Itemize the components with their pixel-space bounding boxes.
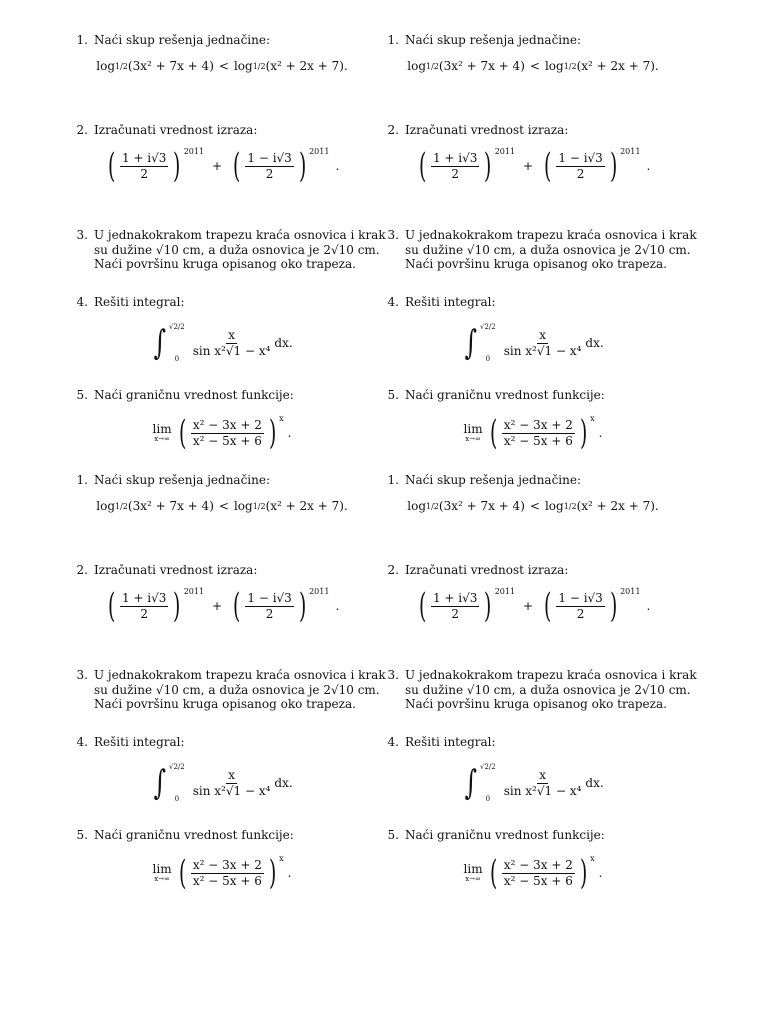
formula	[383, 59, 683, 73]
formula	[72, 499, 372, 513]
problem-number: 2.	[76, 563, 88, 577]
end-mark: .	[335, 159, 340, 173]
numerator: x² − 3x + 2	[192, 857, 262, 872]
formula	[72, 146, 372, 186]
exponent: x	[279, 414, 284, 423]
log-right: log	[233, 499, 253, 513]
problem-number: 4.	[76, 295, 88, 309]
integral-sign: ∫	[153, 763, 167, 803]
log-base: 1/2	[426, 501, 439, 511]
lim-word: lim	[463, 862, 483, 876]
problem-number: 3.	[76, 228, 88, 242]
problem-text	[383, 33, 683, 48]
right-argument: (x² + 2x + 7).	[576, 499, 659, 513]
problem-number: 4.	[387, 735, 399, 749]
exponent: x	[590, 414, 595, 423]
limit-operator	[153, 423, 172, 443]
right-paren: )	[609, 586, 618, 626]
problem-number: 1.	[387, 473, 399, 487]
left-paren: (	[418, 586, 426, 626]
problem-statement: Izračunati vrednost izraza:	[94, 123, 258, 137]
denominator: sin x²√1 − x⁴	[503, 343, 582, 358]
numerator: 1 + i√3	[432, 590, 478, 605]
left-argument: (3x² + 7x + 4)	[127, 59, 214, 73]
problem-text	[383, 388, 683, 403]
problem-line	[72, 257, 372, 272]
numerator: 1 − i√3	[247, 590, 292, 605]
problem-text	[72, 123, 372, 138]
fraction-left	[120, 592, 168, 621]
problem-statement: Naći graničnu vrednost funkcije:	[405, 828, 605, 842]
numerator: 1 + i√3	[121, 590, 167, 605]
problem-statement: Rešiti integral:	[405, 735, 496, 749]
problem-line	[383, 668, 697, 683]
problem-statement: Naći graničnu vrednost funkcije:	[94, 388, 294, 402]
denominator: sin x²√1 − x⁴	[192, 783, 271, 798]
differential: dx.	[585, 336, 604, 350]
problem-statement: U jednakokrakom trapezu kraća osnovica i krak	[405, 228, 697, 242]
problem-line	[383, 123, 683, 138]
integral-limits	[169, 323, 185, 363]
denominator: 2	[265, 166, 274, 181]
problem-line	[383, 388, 683, 403]
integral-sign: ∫	[153, 323, 167, 363]
exponent: 2011	[183, 147, 205, 156]
problem-text	[72, 735, 372, 750]
exponent: 2011	[183, 587, 205, 596]
fraction-right	[245, 592, 293, 621]
problem-text	[72, 33, 372, 48]
log-right: log	[544, 59, 564, 73]
problem-line	[72, 388, 372, 403]
problem-text	[72, 388, 372, 403]
operator: +	[523, 599, 534, 613]
relation: <	[529, 59, 540, 73]
lim-subscript: x→∞	[154, 875, 170, 883]
problem-statement: Naći skup rešenja jednačine:	[94, 33, 271, 47]
left-paren: (	[544, 146, 552, 186]
right-paren: )	[609, 146, 618, 186]
problem-number: 5.	[76, 388, 88, 402]
problem-text	[72, 228, 386, 272]
log-base: 1/2	[426, 61, 439, 71]
formula	[383, 413, 683, 453]
problem-line	[72, 828, 372, 843]
limit-fraction	[191, 419, 264, 448]
lower-limit: 0	[485, 355, 491, 363]
left-paren: (	[489, 853, 497, 893]
numerator: x² − 3x + 2	[503, 417, 573, 432]
upper-limit: √2/2	[480, 763, 496, 771]
lim-subscript: x→∞	[465, 875, 481, 883]
formula	[72, 323, 372, 363]
problem-number: 4.	[387, 295, 399, 309]
problem-line	[72, 33, 372, 48]
formula	[383, 586, 683, 626]
integrand	[502, 769, 584, 798]
problem-line	[383, 257, 683, 272]
problem-number: 5.	[387, 388, 399, 402]
problem-line	[383, 473, 683, 488]
exponent: 2011	[309, 147, 330, 156]
formula-f5	[463, 853, 603, 893]
problem-text	[72, 473, 372, 488]
problem-text	[383, 123, 683, 138]
numerator: 1 − i√3	[247, 150, 292, 165]
problem-text	[72, 295, 372, 310]
end-mark: .	[598, 426, 603, 440]
log-base: 1/2	[563, 61, 577, 71]
lim-word: lim	[463, 422, 483, 436]
problem-number: 2.	[387, 563, 399, 577]
formula-f2	[416, 146, 651, 186]
problem-number: 3.	[76, 668, 88, 682]
problem-statement: Rešiti integral:	[94, 735, 185, 749]
right-paren: )	[298, 146, 307, 186]
limit-fraction	[502, 859, 575, 888]
lim-subscript: x→∞	[465, 435, 481, 443]
lower-limit: 0	[174, 355, 180, 363]
formula-f2	[105, 146, 340, 186]
denominator: sin x²√1 − x⁴	[192, 343, 271, 358]
denominator: 2	[451, 606, 460, 621]
formula-f5	[152, 853, 292, 893]
problem-statement: U jednakokrakom trapezu kraća osnovica i krak	[94, 228, 386, 242]
fraction-left	[431, 152, 479, 181]
lim-word: lim	[152, 862, 172, 876]
problem-number: 3.	[387, 228, 399, 242]
problem-line	[72, 682, 380, 698]
problem-number: 4.	[76, 735, 88, 749]
problem-statement: su dužine √10 cm, a duža osnovica je 2√10 cm.	[405, 682, 691, 697]
left-argument: (3x² + 7x + 4)	[127, 499, 214, 513]
problem-text	[72, 828, 372, 843]
upper-limit: √2/2	[169, 323, 185, 331]
formula-f1	[96, 499, 347, 513]
integral-limits	[480, 763, 496, 803]
log-base: 1/2	[252, 501, 266, 511]
left-paren: (	[178, 853, 186, 893]
log-right: log	[544, 499, 564, 513]
right-paren: )	[268, 853, 277, 893]
problem-statement: Izračunati vrednost izraza:	[94, 563, 258, 577]
left-paren: (	[418, 146, 426, 186]
end-mark: .	[598, 866, 603, 880]
exponent: x	[590, 854, 595, 863]
formula-f1	[407, 59, 658, 73]
right-argument: (x² + 2x + 7).	[576, 59, 659, 73]
log-left: log	[96, 59, 116, 73]
problem-line	[72, 123, 372, 138]
problem-statement: Naći graničnu vrednost funkcije:	[405, 388, 605, 402]
problem-statement: U jednakokrakom trapezu kraća osnovica i krak	[94, 668, 386, 682]
problem-statement: Naći površinu kruga opisanog oko trapeza.	[405, 257, 667, 271]
problem-line	[383, 33, 683, 48]
problem-statement: U jednakokrakom trapezu kraća osnovica i krak	[405, 668, 697, 682]
problem-text	[383, 668, 697, 712]
right-paren: )	[579, 413, 588, 453]
numerator: x	[228, 327, 235, 342]
left-argument: (3x² + 7x + 4)	[438, 499, 525, 513]
problem-number: 1.	[76, 473, 88, 487]
problem-line	[383, 682, 691, 698]
right-paren: )	[173, 586, 181, 626]
problem-statement: Izračunati vrednost izraza:	[405, 123, 569, 137]
limit-operator	[464, 423, 483, 443]
fraction-right	[556, 592, 604, 621]
integrand	[191, 769, 273, 798]
denominator: sin x²√1 − x⁴	[503, 783, 582, 798]
formula-f4	[151, 763, 292, 803]
left-paren: (	[233, 586, 241, 626]
problem-statement: Naći površinu kruga opisanog oko trapeza.	[405, 697, 667, 711]
denominator: 2	[451, 166, 460, 181]
problem-text	[383, 228, 697, 272]
problem-statement: Naći graničnu vrednost funkcije:	[94, 828, 294, 842]
upper-limit: √2/2	[480, 323, 496, 331]
problem-line	[383, 228, 697, 243]
limit-fraction	[191, 859, 264, 888]
problem-number: 2.	[387, 123, 399, 137]
problem-statement: Izračunati vrednost izraza:	[405, 563, 569, 577]
relation: <	[218, 59, 229, 73]
right-paren: )	[579, 853, 588, 893]
problem-line	[72, 242, 380, 258]
numerator: x	[539, 327, 546, 342]
left-paren: (	[544, 586, 552, 626]
right-argument: (x² + 2x + 7).	[265, 499, 348, 513]
problem-text	[72, 563, 372, 578]
problem-number: 1.	[76, 33, 88, 47]
limit-fraction	[502, 419, 575, 448]
upper-limit: √2/2	[169, 763, 185, 771]
right-paren: )	[298, 586, 307, 626]
end-mark: .	[646, 159, 651, 173]
numerator: x² − 3x + 2	[503, 857, 573, 872]
lim-subscript: x→∞	[154, 435, 170, 443]
log-right: log	[233, 59, 253, 73]
exponent: 2011	[494, 147, 516, 156]
limit-operator	[153, 863, 172, 883]
problem-line	[72, 295, 372, 310]
right-paren: )	[484, 146, 492, 186]
formula-f4	[462, 323, 603, 363]
numerator: 1 + i√3	[432, 150, 478, 165]
problem-statement: Rešiti integral:	[405, 295, 496, 309]
log-base: 1/2	[115, 501, 128, 511]
problem-line	[72, 563, 372, 578]
formula	[383, 499, 683, 513]
end-mark: .	[335, 599, 340, 613]
integrand	[191, 329, 273, 358]
integral-limits	[169, 763, 185, 803]
formula-f4	[151, 323, 292, 363]
problem-line	[383, 242, 691, 258]
formula	[383, 323, 683, 363]
log-base: 1/2	[563, 501, 577, 511]
problem-line	[383, 697, 683, 712]
exponent: 2011	[309, 587, 330, 596]
right-argument: (x² + 2x + 7).	[265, 59, 348, 73]
lim-word: lim	[152, 422, 172, 436]
differential: dx.	[274, 336, 293, 350]
fraction-left	[120, 152, 168, 181]
differential: dx.	[585, 776, 604, 790]
problem-line	[383, 295, 683, 310]
formula	[72, 413, 372, 453]
problem-text	[72, 668, 386, 712]
problem-line	[383, 828, 683, 843]
exponent: x	[279, 854, 284, 863]
problem-line	[72, 735, 372, 750]
relation: <	[529, 499, 540, 513]
fraction-left	[431, 592, 479, 621]
exponent: 2011	[494, 587, 516, 596]
right-paren: )	[484, 586, 492, 626]
numerator: 1 − i√3	[558, 590, 603, 605]
relation: <	[218, 499, 229, 513]
problem-line	[72, 668, 386, 683]
operator: +	[523, 159, 534, 173]
formula-f1	[96, 59, 347, 73]
problem-statement: su dužine √10 cm, a duža osnovica je 2√10 cm.	[94, 242, 380, 257]
denominator: 2	[140, 606, 149, 621]
formula	[383, 853, 683, 893]
formula-f4	[462, 763, 603, 803]
lower-limit: 0	[174, 795, 180, 803]
formula	[383, 763, 683, 803]
exponent: 2011	[620, 147, 641, 156]
problem-statement: Naći skup rešenja jednačine:	[405, 473, 582, 487]
denominator: 2	[265, 606, 274, 621]
left-paren: (	[107, 146, 115, 186]
problem-number: 5.	[387, 828, 399, 842]
numerator: x² − 3x + 2	[192, 417, 262, 432]
left-paren: (	[178, 413, 186, 453]
formula-f1	[407, 499, 658, 513]
right-paren: )	[173, 146, 181, 186]
end-mark: .	[287, 426, 292, 440]
operator: +	[212, 599, 223, 613]
problem-line	[383, 735, 683, 750]
integral-sign: ∫	[464, 323, 478, 363]
problem-statement: Naći skup rešenja jednačine:	[405, 33, 582, 47]
problem-statement: Naći površinu kruga opisanog oko trapeza.	[94, 257, 356, 271]
denominator: 2	[140, 166, 149, 181]
left-paren: (	[107, 586, 115, 626]
integral-sign: ∫	[464, 763, 478, 803]
left-paren: (	[489, 413, 497, 453]
denominator: 2	[576, 166, 585, 181]
problem-text	[383, 563, 683, 578]
formula-f5	[152, 413, 292, 453]
left-argument: (3x² + 7x + 4)	[438, 59, 525, 73]
log-base: 1/2	[252, 61, 266, 71]
problem-text	[383, 735, 683, 750]
problem-number: 1.	[387, 33, 399, 47]
denominator: 2	[576, 606, 585, 621]
problem-line	[72, 228, 386, 243]
problem-number: 5.	[76, 828, 88, 842]
denominator: x² − 5x + 6	[503, 433, 573, 448]
log-left: log	[407, 59, 427, 73]
fraction-right	[245, 152, 293, 181]
problem-text	[383, 828, 683, 843]
problem-text	[383, 295, 683, 310]
problem-line	[72, 473, 372, 488]
problem-statement: Rešiti integral:	[94, 295, 185, 309]
formula-f2	[105, 586, 340, 626]
problem-statement: su dužine √10 cm, a duža osnovica je 2√10 cm.	[94, 682, 380, 697]
formula	[72, 853, 372, 893]
denominator: x² − 5x + 6	[192, 873, 262, 888]
log-left: log	[407, 499, 427, 513]
problem-statement: Naći skup rešenja jednačine:	[94, 473, 271, 487]
denominator: x² − 5x + 6	[192, 433, 262, 448]
fraction-right	[556, 152, 604, 181]
formula	[72, 59, 372, 73]
problem-number: 3.	[387, 668, 399, 682]
problem-statement: Naći površinu kruga opisanog oko trapeza.	[94, 697, 356, 711]
operator: +	[212, 159, 223, 173]
numerator: 1 + i√3	[121, 150, 167, 165]
lower-limit: 0	[485, 795, 491, 803]
numerator: x	[228, 767, 235, 782]
exponent: 2011	[620, 587, 641, 596]
end-mark: .	[287, 866, 292, 880]
problem-text	[383, 473, 683, 488]
problem-statement: su dužine √10 cm, a duža osnovica je 2√10 cm.	[405, 242, 691, 257]
integrand	[502, 329, 584, 358]
formula	[383, 146, 683, 186]
left-paren: (	[233, 146, 241, 186]
end-mark: .	[646, 599, 651, 613]
limit-operator	[464, 863, 483, 883]
differential: dx.	[274, 776, 293, 790]
formula	[72, 763, 372, 803]
problem-line	[383, 563, 683, 578]
denominator: x² − 5x + 6	[503, 873, 573, 888]
problem-line	[72, 697, 372, 712]
integral-limits	[480, 323, 496, 363]
formula-f5	[463, 413, 603, 453]
numerator: 1 − i√3	[558, 150, 603, 165]
log-left: log	[96, 499, 116, 513]
right-paren: )	[268, 413, 277, 453]
numerator: x	[539, 767, 546, 782]
problem-number: 2.	[76, 123, 88, 137]
log-base: 1/2	[115, 61, 128, 71]
formula	[72, 586, 372, 626]
formula-f2	[416, 586, 651, 626]
